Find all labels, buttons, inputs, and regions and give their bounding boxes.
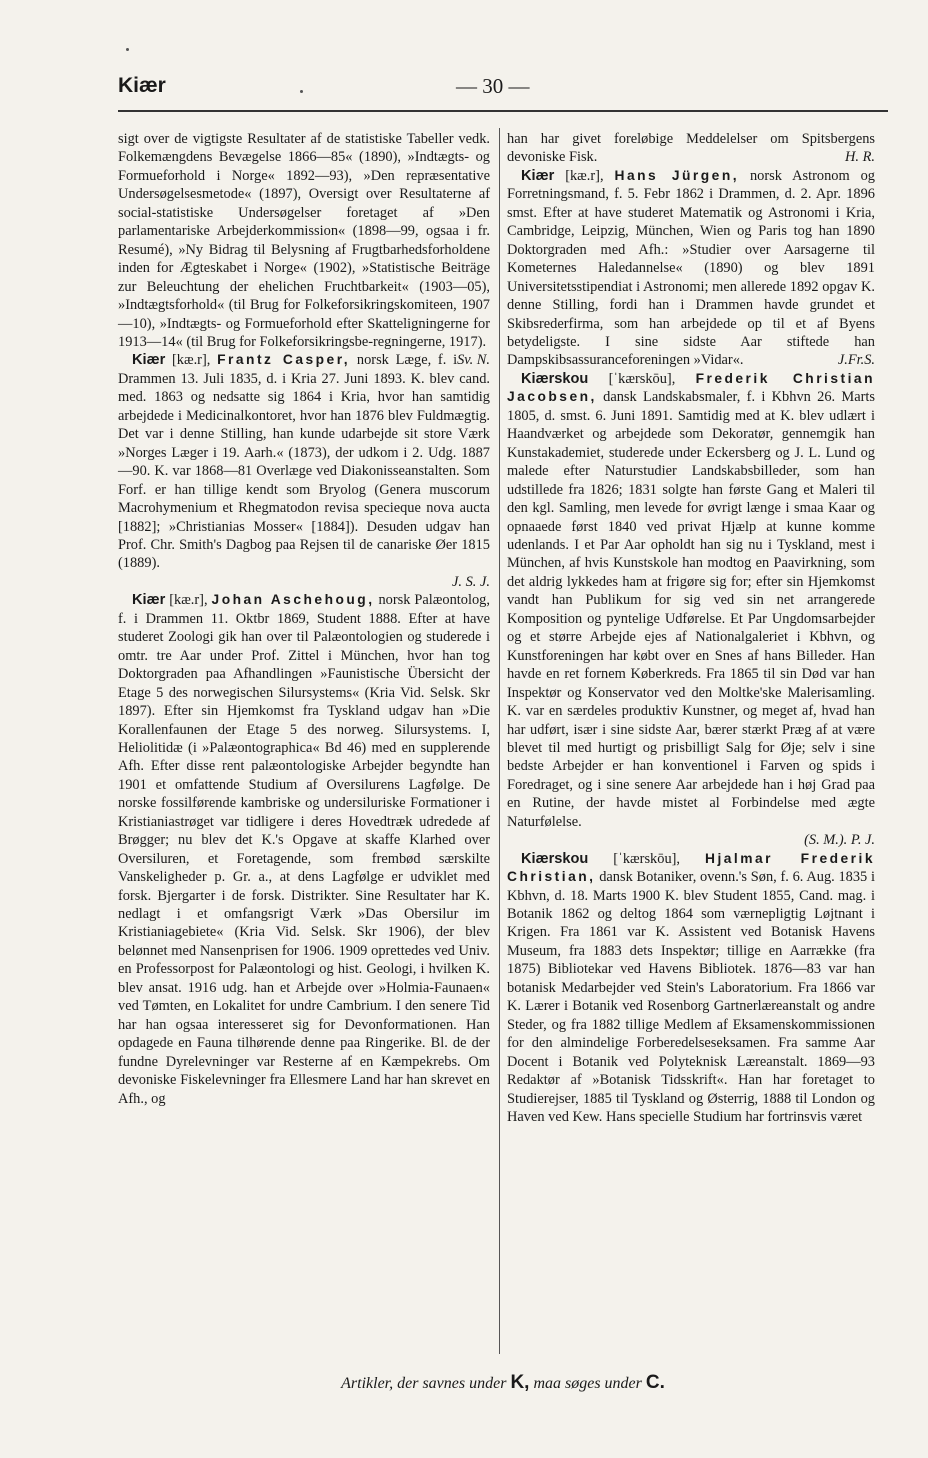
entry-kiaerskou-hjalmar (507, 850, 875, 1127)
entry-kiaer-frantz-casper (118, 351, 490, 591)
left-column (118, 130, 490, 1108)
continued-entry (507, 130, 875, 167)
author-signature: J.Fr.S. (837, 352, 875, 369)
entry-text: sigt over de vigtigste Resultater af de statistiske Tabeller vedk. Folkemængdens Bevægelse 1866—85« (1890), »Indtægts- og Formueforhold i Norge« 1892—93), »Den repræsentative Undersøgelsesmetode« (1897), Oversigt over Resultaterne af social-statistiske Undersøgelser foretaget af »Den parlamentariske Arbejderkommission« (1898—99, ogsaa i fr. Resumé), »Ny Bidrag til Belysning af Frugtbarhedsforholdene inden for Ægteskabet i Norge« (1902), »Statistische Beiträge zur Beleuchtung der ehelichen Fruchtbarkeit« (1903—05), »Indtægtsforhold« (til Brug for Folkeforsikringskomiteen, 1907—10), »Indtægts- og Formueforhold efter Skatteligningerne for 1913—14« (til Brug for Folkeforsikringsbe-regningerne, 1917). (118, 131, 490, 350)
entry-pronunciation: [kæ.r], (169, 592, 208, 609)
entry-headword: Kiær (132, 592, 166, 609)
entry-text: han har givet foreløbige Meddelelser om Spitsbergens devoniske Fisk. (507, 131, 875, 166)
author-signature: Sv. N. (457, 352, 490, 369)
entry-given-names: Hans Jürgen, (614, 167, 740, 183)
entry-headword: Kiær (521, 167, 555, 184)
running-headword: Kiær (118, 74, 166, 97)
entry-pronunciation: [kæ.r], (565, 167, 604, 184)
entry-text: norsk Læge, f. i Drammen 13. Juli 1835, d. i Kria 27. Juni 1893. K. blev cand. med. 1863 og nedsatte sig 1864 i Kria, hvor han samtidig arbejdede i Medicinalkontoret, hvor han 1876 blev Fuldmægtig. Det var i denne Stilling, han kunde udarbejde sit store Værk »Norges Læger i 19. Aarh.« (1873), der udkom i 2. Udg. 1887—90. K. var 1868—81 Overlæge ved Diakonisseanstalten. Som Forf. er han tillige kendt som Bryolog (Genera muscorum Macrohymenium et Rhegmatodon revisa specieque nova aucta [1882]; »Christianias Mosser« [1884]). Desuden udgav han Prof. Chr. Smith's Dagbog paa Rejsen til de canariske Øer 1815 (1889). (118, 352, 490, 572)
page-header (118, 74, 888, 108)
author-signature: J. S. J. (452, 573, 490, 590)
entry-text: dansk Botaniker, ovenn.'s Søn, f. 6. Aug. 1835 i Kbhvn, d. 18. Marts 1900 K. blev Student 1855, Cand. mag. i Botanik 1862 og deltog 1864 som værnepligtig Løjtnant i Krigen. Fra 1861 var K. Assistent ved Botanisk Havens Museum, fra 1883 dets Inspektør; tillige en Aarrække (fra 1875) Bibliotekar ved Havens Bibliotek. 1876—83 var han botanisk Medarbejder ved Stein's Laboratorium. Fra 1866 var K. Lærer i Botanik ved Rosenborg Gartnerlæreanstalt og andre Steder, og fra 1882 tillige Medlem af Eksamenskommissionen for den almindelige Forberedelseseksamen. Fra samme Aar Docent i Botanik ved Polyteknisk Læreanstalt. 1869—93 Redaktør af »Botanisk Tidsskrift«. Han har foretaget to Studierejser, 1885 til Tyskland og Østerrig, 1888 til London og Haven ved Kew. Hans specielle Studium har fortrinsvis været (507, 869, 875, 1126)
entry-kiaer-johan-aschehoug (118, 591, 490, 1108)
entry-headword: Kiærskou (521, 850, 589, 867)
entry-headword: Kiærskou (521, 370, 589, 387)
entry-text: dansk Landskabsmaler, f. i Kbhvn 26. Marts 1805, d. smst. 6. Juni 1891. Samtidig med at K. blev udlært i Haandværket og arbejdede som Dekoratør, gennemgik han Kunstakademiet, studerede under Eckersberg og J. L. Lund og malede efter Naturstudier Landskabsbilleder, som han udstillede fra 1826; 1831 solgte han første Gang et Maleri til den kgl. Samling, men levede for øvrigt længe i smaa Kaar og opnaaede først 1840 ved privat Hjælp at kunne komme udenlands. I et Par Aar opholdt han sig nu i Tyskland, mest i München, af hvis Kunstskole han modtog en Paavirkning, som det aldrig lykkedes ham at frigøre sig for; efter sin Hjemkomst vandt han Publikum for sig ved sin net arrangerede Komposition og pyntelige Udførelse. Et Par Ungdomsarbejder og et større Arbejde ejes af Nationalgaleriet i Kbhvn, og Kunstforeningen har købt over en Snes af hans Billeder. Han havde en ret fornem Køberkreds. Fra 1865 til sin Død var han Inspektør og Konservator ved den Moltke'ske Malerisamling. K. var en særdeles produktiv Kunstner, og meget af, hvad han har udført, især i sine sidste Aar, bærer stærkt Præg af at være blevet til med hurtigt og prisbilligt Salg for Øje; selv i sine bedste Arbejder er han konventionel i Farven og spids i Foredraget, og i sine senere Aar arbejdede han i høj Grad paa en Rutine, der havde mistet al Forbindelse med ægte Naturfølelse. (507, 389, 875, 830)
right-column (507, 130, 875, 1126)
entry-given-names: Frantz Casper, (217, 352, 351, 368)
footer-prefix: Artikler, der savnes under (341, 1375, 507, 1392)
entry-text: norsk Astronom og Forretningsmand, f. 5. Febr 1862 i Drammen, d. 2. Apr. 1896 smst. Efter at have studeret Matematik og Astronomi i Kria, Cambridge, Leipzig, München, Wien og Paris tog han 1890 Doktorgraden med Afh.: »Studier over Aarsagerne til Kometernes Haledannelse« (1890) og blev 1891 Universitetsstipendiat i Astronomi; men allerede 1892 opgav K. denne Stilling, fordi han i Drammen havde grundet et Skibsrederfirma, som han arbejdede op til et af Byens betydeligste. I sine sidste Aar stiftede han Dampskibsassuranceforeningen »Vidar«. (507, 167, 875, 369)
footer-middle: maa søges under (533, 1375, 642, 1392)
entry-pronunciation: [kæ.r], (172, 352, 211, 369)
header-rule (118, 110, 888, 112)
footer-letter-c: C. (645, 1372, 665, 1393)
author-signature: H. R. (845, 149, 875, 166)
entry-pronunciation: [ˈkærskōu], (613, 850, 681, 867)
entry-kiaerskou-frederik-christian (507, 370, 875, 850)
entry-given-names: Frederik Christian Jacobsen, (507, 370, 875, 405)
page-footer-note (118, 1372, 888, 1394)
entry-text: norsk Palæontolog, f. i Drammen 11. Oktbr 1869, Student 1888. Efter at have studeret Zoologi gik han over til Palæontologien og studerede i omtr. tre Aar under Prof. Zittel i München, hvor han tog Doktorgraden paa Afhandlingen »Faunistische Übersicht der Etage 5 des norwegischen Silursystems« (Kria Vid. Selsk. Skr 1897). Efter sin Hjemkomst fra Tyskland udgav han »Die Korallenfaunen der Etage 5 des norweg. Silursystems. I, Heliolitidæ (i »Palæontographica« Bd 46) med en supplerende Afh. Efter disse rent palæontologiske Arbejder begyndte han 1901 et omfattende Studium af Oversilurens Lagfølge. De norske fossilførende kambriske og undersiluriske Formationer i Kristianiastrøget var tidligere i deres Hovedtræk udredede af Brøgger; nu blev det K.'s Opgave at skaffe Klarhed over Oversiluren, et Foretagende, som frembød særskilte Vanskeligheder p. Gr. a., at dens Lagfølge er udviklet med forsk. Bjergarter i de forsk. Distrikter. Sine Resultater har K. nedlagt i et omfangsrigt Værk »Das Obersilur im Kristianiagebiete« (Kria Vid. Selsk. Skr 1906), der blev belønnet med Nansenprisen for 1906. 1909 oprettedes ved Univ. en Professorpost for Palæontologi og hist. Geologi, i hvilken K. blev ansat. 1916 udg. han et Arbejde over »Holmia-Faunaen« ved Tømten, en Lokalitet for undre Cambrium. I den senere Tid har han ogsaa interesseret sig for Devonformationen. Han opdagede en Fauna tilhørende denne paa Ringerike. Bl. de der fundne Dyrelevninger var Resterne af en Kæmpekrebs. Om devoniske Fiskelevninger fra Ellesmere Land har han skrevet en Afh., og (118, 592, 490, 1107)
footer-letter-k: K, (510, 1372, 530, 1393)
entry-given-names: Johan Aschehoug, (211, 592, 375, 608)
entry-headword: Kiær (132, 352, 166, 369)
entry-given-names: Hjalmar Frederik Christian, (507, 850, 875, 885)
page-number: — 30 — (456, 74, 530, 98)
author-signature: (S. M.). P. J. (804, 832, 875, 849)
entry-pronunciation: [ˈkærskōu], (608, 370, 676, 387)
column-divider (499, 128, 500, 1354)
entry-kiaer-hans-jurgen (507, 167, 875, 370)
scan-speck (126, 48, 129, 51)
